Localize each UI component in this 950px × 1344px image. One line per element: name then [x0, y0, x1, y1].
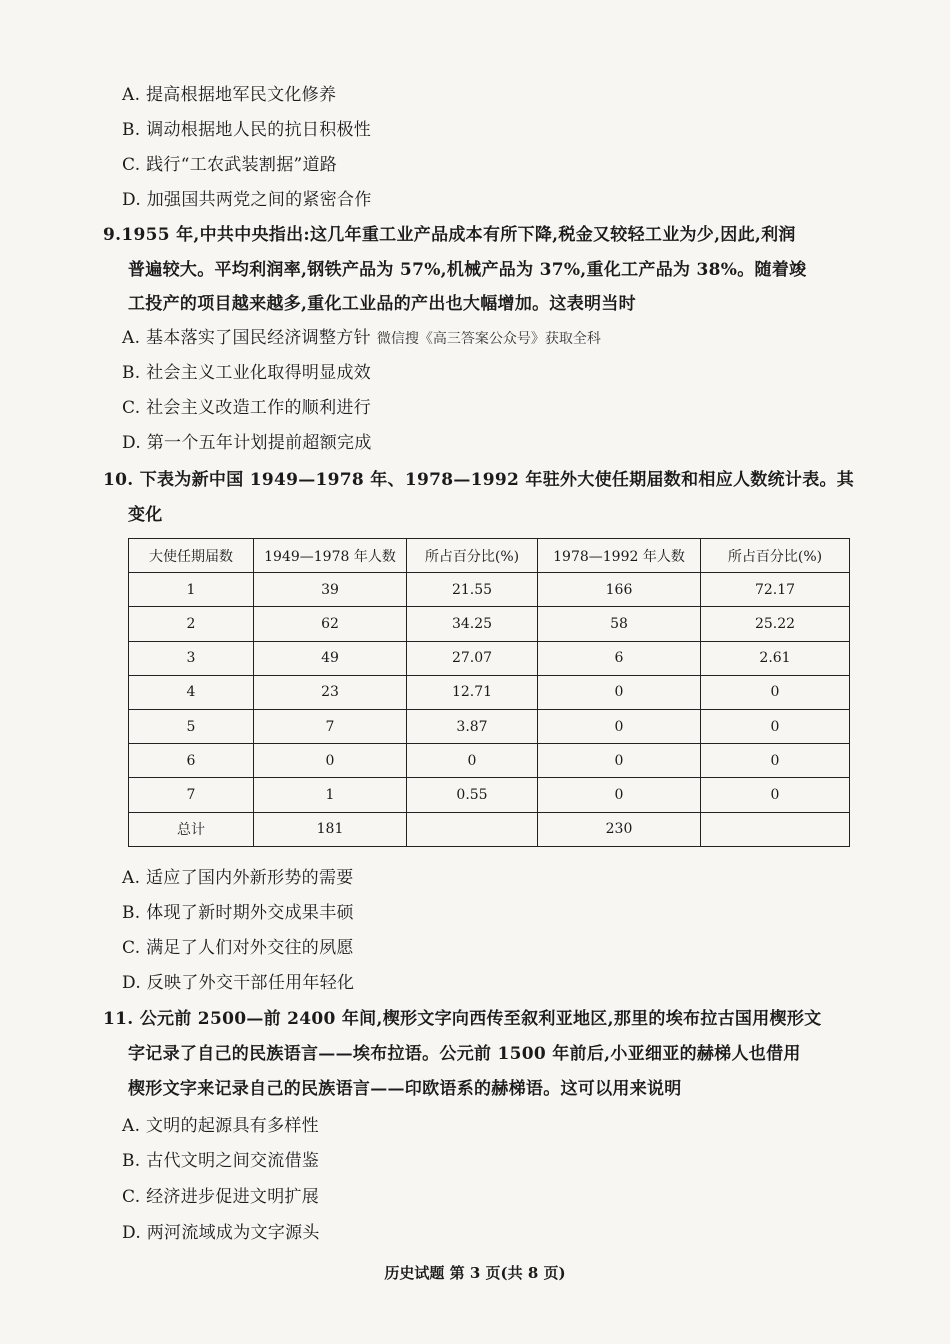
q10-stem-line-2: 变化 — [128, 505, 163, 525]
table-row — [129, 778, 850, 812]
table-cell: 72.17 — [701, 573, 850, 607]
table-header-row — [129, 539, 850, 573]
table-cell: 6 — [129, 744, 254, 778]
q9-stem-line-3: 工投产的项目越来越多,重化工业品的产出也大幅增加。这表明当时 — [128, 294, 636, 314]
table-cell: 2 — [129, 607, 254, 641]
ambassador-stats-table — [128, 538, 850, 847]
table-cell: 0 — [701, 709, 850, 743]
table-cell: 1 — [129, 573, 254, 607]
q10-stem-line-1: 10. 下表为新中国 1949—1978 年、1978—1992 年驻外大使任期届数和相应人数统计表。其 — [103, 470, 855, 490]
table-header: 所占百分比(%) — [701, 539, 850, 573]
table-row — [129, 573, 850, 607]
table-cell: 3.87 — [407, 709, 538, 743]
q8-option-b: B. 调动根据地人民的抗日积极性 — [122, 120, 372, 140]
table-row — [129, 675, 850, 709]
table-total-row — [129, 812, 850, 846]
table-cell: 0 — [538, 778, 701, 812]
q9-option-a — [122, 327, 601, 350]
q9-stem-line-2: 普遍较大。平均利润率,钢铁产品为 57%,机械产品为 37%,重化工产品为 38%。随着竣 — [128, 260, 807, 280]
table-cell: 230 — [538, 812, 701, 846]
q9-option-b: B. 社会主义工业化取得明显成效 — [122, 363, 372, 383]
q9-option-c: C. 社会主义改造工作的顺利进行 — [122, 398, 372, 418]
table-cell — [407, 812, 538, 846]
table-cell: 1 — [254, 778, 407, 812]
table-cell: 3 — [129, 641, 254, 675]
q10-option-a: A. 适应了国内外新形势的需要 — [122, 868, 354, 888]
table-cell: 0 — [538, 675, 701, 709]
watermark-text: 微信搜《高三答案公众号》获取全科 — [376, 331, 601, 347]
table-header: 1949—1978 年人数 — [254, 539, 407, 573]
table-cell: 7 — [129, 778, 254, 812]
q9-option-a-text: A. 基本落实了国民经济调整方针 — [122, 328, 371, 348]
q10-option-d: D. 反映了外交干部任用年轻化 — [122, 973, 355, 993]
table-row — [129, 744, 850, 778]
q10-option-b: B. 体现了新时期外交成果丰硕 — [122, 903, 354, 923]
table-row — [129, 641, 850, 675]
table-cell: 总计 — [129, 812, 254, 846]
q8-option-a: A. 提高根据地军民文化修养 — [122, 85, 337, 105]
table-cell: 58 — [538, 607, 701, 641]
table-cell: 5 — [129, 709, 254, 743]
table-cell: 0 — [701, 778, 850, 812]
table-cell — [701, 812, 850, 846]
table-cell: 39 — [254, 573, 407, 607]
table-cell: 7 — [254, 709, 407, 743]
table-cell: 0 — [254, 744, 407, 778]
table-cell: 49 — [254, 641, 407, 675]
q11-option-a: A. 文明的起源具有多样性 — [122, 1116, 319, 1136]
table-header: 1978—1992 年人数 — [538, 539, 701, 573]
q8-option-d: D. 加强国共两党之间的紧密合作 — [122, 190, 372, 210]
q9-option-d: D. 第一个五年计划提前超额完成 — [122, 433, 372, 453]
q8-option-c: C. 践行“工农武装割据”道路 — [122, 155, 338, 175]
table-cell: 34.25 — [407, 607, 538, 641]
q11-stem-line-2: 字记录了自己的民族语言——埃布拉语。公元前 1500 年前后,小亚细亚的赫梯人也借用 — [128, 1044, 801, 1064]
table-cell: 0 — [407, 744, 538, 778]
page-footer: 历史试题 第 3 页(共 8 页) — [384, 1264, 566, 1282]
table-cell: 0 — [701, 744, 850, 778]
table-cell: 181 — [254, 812, 407, 846]
table-cell: 62 — [254, 607, 407, 641]
table-cell: 0.55 — [407, 778, 538, 812]
table-cell: 25.22 — [701, 607, 850, 641]
q9-stem-line-1: 9.1955 年,中共中央指出:这几年重工业产品成本有所下降,税金又较轻工业为少,因此,利润 — [103, 225, 796, 245]
table-header: 大使任期届数 — [129, 539, 254, 573]
table-row — [129, 709, 850, 743]
table-cell: 27.07 — [407, 641, 538, 675]
table-cell: 2.61 — [701, 641, 850, 675]
q11-stem-line-1: 11. 公元前 2500—前 2400 年间,楔形文字向西传至叙利亚地区,那里的埃布拉古国用楔形文 — [103, 1009, 822, 1029]
table-header: 所占百分比(%) — [407, 539, 538, 573]
table-cell: 166 — [538, 573, 701, 607]
table-cell: 4 — [129, 675, 254, 709]
table-cell: 21.55 — [407, 573, 538, 607]
q11-option-c: C. 经济进步促进文明扩展 — [122, 1187, 320, 1207]
q11-stem-line-3: 楔形文字来记录自己的民族语言——印欧语系的赫梯语。这可以用来说明 — [128, 1079, 682, 1099]
table-cell: 0 — [538, 744, 701, 778]
table-cell: 0 — [538, 709, 701, 743]
table-row — [129, 607, 850, 641]
q11-option-d: D. 两河流域成为文字源头 — [122, 1223, 320, 1243]
table-cell: 6 — [538, 641, 701, 675]
q10-option-c: C. 满足了人们对外交往的夙愿 — [122, 938, 354, 958]
table-cell: 23 — [254, 675, 407, 709]
table-cell: 0 — [701, 675, 850, 709]
table-cell: 12.71 — [407, 675, 538, 709]
q11-option-b: B. 古代文明之间交流借鉴 — [122, 1151, 320, 1171]
